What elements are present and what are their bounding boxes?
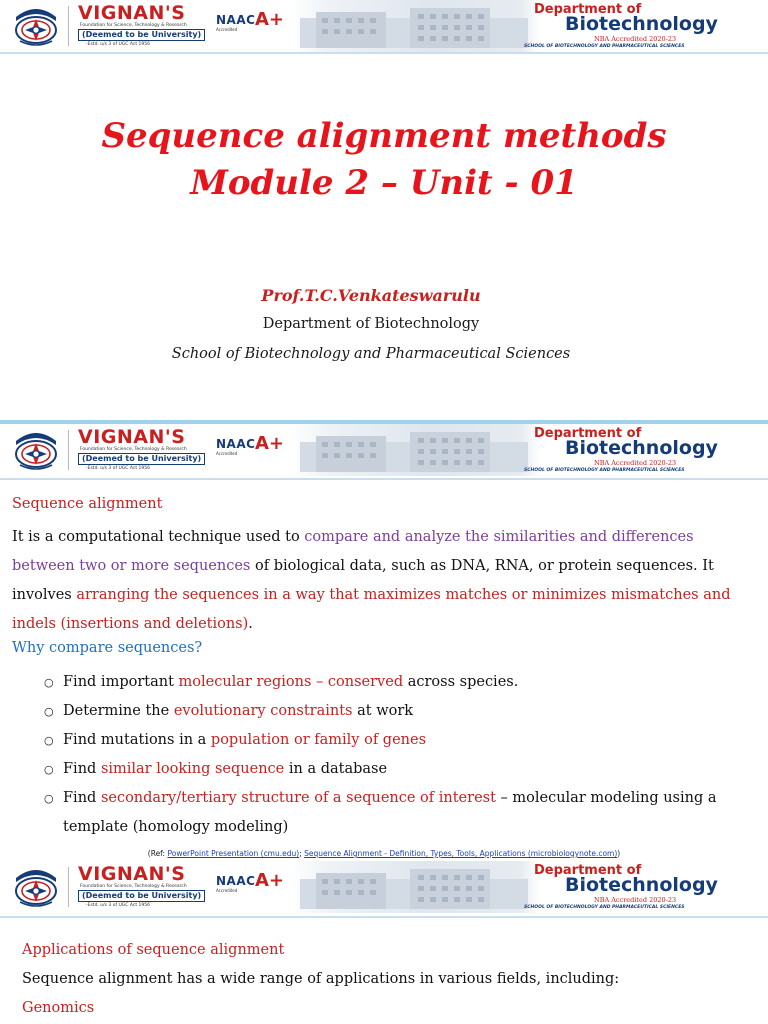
dept-school: SCHOOL OF BIOTECHNOLOGY AND PHARMACEUTICAL SCIENCES (524, 468, 685, 473)
dept-name: Biotechnology (565, 13, 718, 35)
university-status: (Deemed to be University) (78, 890, 205, 902)
naac-badge (213, 433, 285, 458)
author-department: Department of Biotechnology (262, 316, 480, 332)
list-item-highlight: secondary/tertiary structure of a sequence of interest (100, 790, 496, 806)
naac-accredited: Accredited (216, 27, 238, 32)
dept-name: Biotechnology (565, 437, 718, 459)
header-divider (68, 867, 69, 907)
naac-word: NAAC (216, 13, 256, 27)
list-item-text: in a database (284, 761, 388, 777)
definition-highlight-1: compare and analyze the similarities and differences between two or more sequences (12, 529, 694, 574)
list-item-text: Find mutations in a (63, 732, 211, 748)
list-item (44, 668, 760, 697)
author-school: School of Biotechnology and Pharmaceutical Sciences (171, 346, 571, 362)
naac-accredited: Accredited (216, 451, 238, 456)
definition-text-3: . (248, 616, 253, 632)
list-item-text: – molecular modeling using a template (homology modeling) (63, 790, 717, 835)
list-item-text: Find (63, 761, 101, 777)
list-item-highlight: population or family of genes (210, 732, 427, 748)
university-tagline: Foundation for Science, Technology & Research (80, 23, 187, 28)
vignan-emblem-icon (10, 3, 62, 49)
slide-sequence-alignment (0, 424, 768, 861)
university-name: VIGNAN'S (78, 2, 186, 24)
vignan-emblem-icon (10, 427, 62, 473)
slide-header-banner (0, 424, 768, 476)
definition-text-1: It is a computational technique used to (12, 529, 305, 545)
vignan-emblem-icon (10, 864, 62, 910)
naac-grade: A+ (255, 9, 285, 30)
naac-accredited: Accredited (216, 888, 238, 893)
campus-building-image (300, 4, 528, 48)
university-name: VIGNAN'S (78, 863, 186, 885)
university-tagline: Foundation for Science, Technology & Research (80, 447, 187, 452)
dept-prefix: Department of (534, 863, 642, 878)
slide-title-line-2: Module 2 – Unit - 01 (190, 163, 578, 203)
naac-badge (213, 9, 285, 34)
header-rule (0, 916, 768, 918)
header-divider (68, 6, 69, 46)
author-name: Prof.T.C.Venkateswarulu (261, 286, 481, 305)
header-rule (0, 478, 768, 480)
list-item (44, 784, 760, 842)
definition-text-2: of biological data, such as DNA, RNA, or protein sequences. It involves (12, 558, 714, 603)
bullet-icon: ○ (44, 676, 54, 689)
slide-applications (0, 861, 768, 1024)
list-item-text: across species. (403, 674, 519, 690)
reference-link-cmu[interactable]: PowerPoint Presentation (cmu.edu) (167, 849, 300, 858)
definition-highlight-2: arranging the sequences in a way that maximizes matches or minimizes mismatches and indels (insertions and deletions) (12, 587, 731, 632)
list-item-text: at work (352, 703, 414, 719)
campus-building-image (300, 428, 528, 472)
university-status: (Deemed to be University) (78, 29, 205, 41)
list-item-text: Determine the (63, 703, 174, 719)
applications-intro: Sequence alignment has a wide range of applications in various fields, including: (22, 971, 620, 987)
list-item-highlight: evolutionary constraints (173, 703, 353, 719)
list-item (44, 755, 760, 784)
why-compare-heading: Why compare sequences? (12, 640, 203, 656)
bullet-icon: ○ (44, 734, 54, 747)
slide-header-banner (0, 861, 768, 913)
dept-name: Biotechnology (565, 874, 718, 896)
university-estd: -Estd. u/s 3 of UGC Act 1956 (86, 903, 150, 908)
definition-paragraph (12, 523, 760, 639)
list-item-highlight: similar looking sequence (100, 761, 285, 777)
list-item-highlight: molecular regions – conserved (178, 674, 404, 690)
naac-word: NAAC (216, 437, 256, 451)
university-estd: -Estd. u/s 3 of UGC Act 1956 (86, 42, 150, 47)
bullet-icon: ○ (44, 763, 54, 776)
dept-nba-accreditation: NBA Accredited 2020-23 (594, 896, 677, 904)
list-item (44, 697, 760, 726)
dept-school: SCHOOL OF BIOTECHNOLOGY AND PHARMACEUTICAL SCIENCES (524, 44, 685, 49)
genomics-heading: Genomics (22, 1000, 95, 1016)
dept-prefix: Department of (534, 426, 642, 441)
university-name: VIGNAN'S (78, 426, 186, 448)
university-status: (Deemed to be University) (78, 453, 205, 465)
university-estd: -Estd. u/s 3 of UGC Act 1956 (86, 466, 150, 471)
bullet-icon: ○ (44, 705, 54, 718)
reference-separator: ; (299, 849, 305, 858)
applications-heading: Applications of sequence alignment (22, 942, 285, 958)
naac-badge (213, 870, 285, 895)
dept-prefix: Department of (534, 2, 642, 17)
university-tagline: Foundation for Science, Technology & Research (80, 884, 187, 889)
reference-suffix: ) (617, 849, 621, 858)
dept-nba-accreditation: NBA Accredited 2020-23 (594, 459, 677, 467)
list-item-text: Find important (63, 674, 179, 690)
list-item (44, 726, 760, 755)
header-divider (68, 430, 69, 470)
slide-title-line-1: Sequence alignment methods (101, 116, 667, 156)
bullet-icon: ○ (44, 792, 54, 805)
reference-prefix: (Ref: (147, 849, 168, 858)
dept-nba-accreditation: NBA Accredited 2020-23 (594, 35, 677, 43)
campus-building-image (300, 865, 528, 909)
reference-line (0, 849, 768, 858)
list-item-text: Find (63, 790, 101, 806)
slide-title (0, 0, 768, 420)
slide-header-banner (0, 0, 768, 52)
reference-link-microbiologynote[interactable]: Sequence Alignment - Definition, Types, Tools, Applications (microbiologynote.com) (304, 849, 618, 858)
naac-grade: A+ (255, 433, 285, 454)
naac-word: NAAC (216, 874, 256, 888)
dept-school: SCHOOL OF BIOTECHNOLOGY AND PHARMACEUTICAL SCIENCES (524, 905, 685, 910)
section-heading: Sequence alignment (12, 496, 163, 512)
header-rule (0, 52, 768, 54)
why-compare-list (44, 668, 760, 842)
naac-grade: A+ (255, 870, 285, 891)
